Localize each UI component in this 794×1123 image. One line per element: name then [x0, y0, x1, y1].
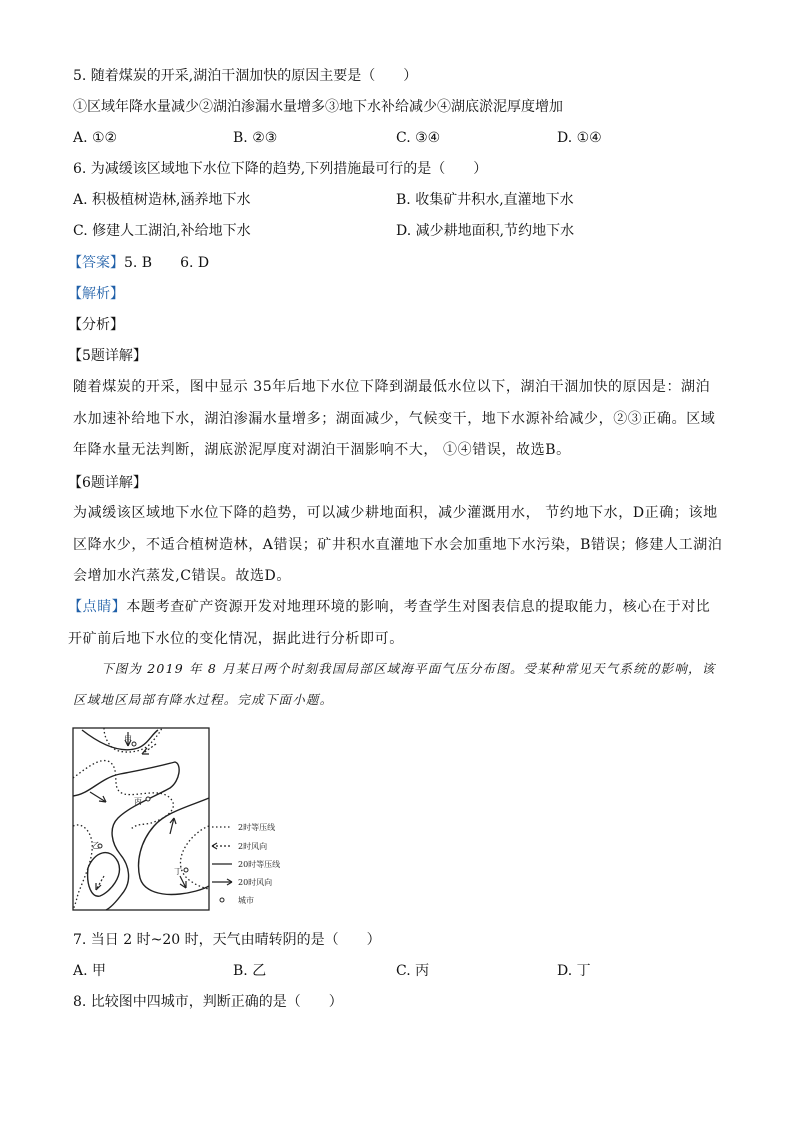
answer-line [68, 253, 209, 273]
analysis-tag: 【解析】 [68, 286, 124, 302]
city-bing-label: 丙 [134, 797, 142, 806]
isobar-20h-4 [139, 798, 209, 894]
answer-tag: 【答案】 [68, 255, 124, 271]
legend-2h-isobar: 2时等压线 [238, 823, 276, 832]
q7-option-c: C. 丙 [396, 963, 430, 979]
legend-2h-wind: 2时风向 [238, 842, 268, 851]
wind-arrow-5 [96, 876, 104, 890]
map-intro: 下图为 2019 年 8 月某日两个时刻我国局部区域海平面气压分布图。受某种常见天气系统的影响，该区域地区局部有降水过程。完成下面小题。 [73, 661, 716, 707]
q6-option-d: D. 减少耕地面积,节约地下水 [396, 223, 575, 239]
dianjing-tag: 【点睛】 [68, 599, 127, 615]
q7-stem: 7. 当日 2 时~20 时，天气由晴转阴的是（ ） [73, 932, 381, 948]
q6-option-c: C. 修建人工湖泊,补给地下水 [73, 223, 251, 239]
isobar-2h-4 [180, 826, 209, 889]
isobar-2h-3 [73, 825, 92, 910]
dianjing-text: 本题考查矿产资源开发对地理环境的影响，考查学生对图表信息的提取能力，核心在于对比开矿前后地下水位的变化情况，据此进行分析即可。 [68, 599, 711, 647]
answer-text: 5. B 6. D [124, 255, 210, 271]
q6-option-a: A. 积极植树造林,涵养地下水 [73, 192, 251, 208]
legend-20h-isobar: 20时等压线 [238, 860, 281, 869]
q5-option-a: A. ①② [73, 130, 118, 146]
fenxi-tag: 【分析】 [68, 317, 124, 333]
q7-option-b: B. 乙 [233, 963, 267, 979]
q6-option-b: B. 收集矿井积水,直灌地下水 [396, 192, 574, 208]
city-jia-label: 甲 [124, 735, 132, 744]
city-ding-marker [184, 868, 188, 872]
map-frame [73, 728, 209, 910]
q5-option-d: D. ①④ [557, 130, 602, 146]
map-legend [212, 822, 280, 905]
q8-stem: 8. 比较图中四城市，判断正确的是（ ） [73, 994, 343, 1010]
isobar-2h-2 [73, 761, 173, 830]
dianjing-block [68, 592, 723, 655]
detail5-text: 随着煤炭的开采，图中显示 35年后地下水位下降到湖最低水位以下，湖泊干涸加快的原因是：湖泊水加速补给地下水，湖泊渗漏水量增多；湖面减少，气候变干，地下水源补给减少，②③正确。区域年降水量无法判断，湖底淤泥厚度对湖泊干涸影响不大， ①④错误，故选B。 [73, 379, 716, 458]
legend-20h-wind: 20时风向 [238, 878, 273, 887]
city-bing-marker [146, 797, 150, 801]
isobar-map [70, 726, 310, 916]
city-yi-label: 乙 [92, 841, 100, 850]
detail6-tag: 【6题详解】 [68, 475, 147, 491]
q5-statements: ①区域年降水量减少②湖泊渗漏水量增多③地下水补给减少④湖底淤泥厚度增加 [73, 99, 563, 115]
legend-city: 城市 [238, 896, 254, 905]
city-jia-marker [132, 742, 136, 746]
q5-stem: 5. 随着煤炭的开采,湖泊干涸加快的原因主要是（ ） [73, 68, 418, 84]
isobar-20h-3 [88, 853, 120, 897]
q6-stem: 6. 为减缓该区域地下水位下降的趋势,下列措施最可行的是（ ） [73, 161, 488, 177]
q5-option-b: B. ②③ [233, 130, 278, 146]
detail6-text: 为减缓该区域地下水位下降的趋势，可以减少耕地面积，减少灌溉用水， 节约地下水，D正确；该地区降水少，不适合植树造林，A错误；矿井积水直灌地下水会加重地下水污染，B错误；修建人工湖泊会增加水汽蒸发,C错误。故选D。 [73, 505, 723, 584]
q7-option-d: D. 丁 [557, 963, 591, 979]
isobar-20h-1 [82, 730, 158, 750]
q5-option-c: C. ③④ [396, 130, 441, 146]
city-ding-label: 丁 [174, 867, 182, 876]
q7-option-a: A. 甲 [73, 963, 107, 979]
detail5-tag: 【5题详解】 [68, 348, 147, 364]
isobar-2h-1 [104, 728, 162, 752]
